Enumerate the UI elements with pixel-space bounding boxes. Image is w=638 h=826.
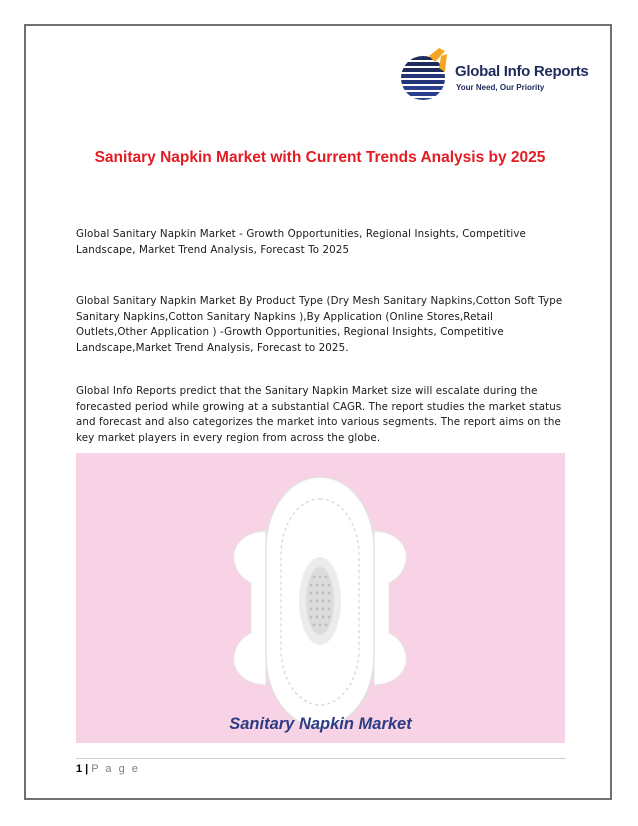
company-logo	[395, 42, 589, 108]
page-label: P a g e	[91, 763, 140, 775]
footer-separator: |	[85, 763, 89, 775]
hero-image	[76, 453, 565, 743]
image-caption: Sanitary Napkin Market	[229, 715, 412, 733]
globe-logo-icon	[395, 42, 455, 108]
page-footer	[76, 763, 140, 775]
logo-tagline: Your Need, Our Priority	[456, 83, 545, 92]
paragraph-segmentation: Global Sanitary Napkin Market By Product Type (Dry Mesh Sanitary Napkins,Cotton Soft Type Sanitary Napkins,Cotton Sanitary Napkins ),By Application (Online Stores,Retail Outlets,Other Application ) -Growth Opportunities, Regional Insights, Competitive Landscape,Market Trend Analysis, Forecast to 2025.	[76, 295, 563, 354]
sanitary-pad-illustration	[76, 453, 565, 743]
paragraph-overview: Global Info Reports predict that the Sanitary Napkin Market size will escalate during the forecasted period while growing at a substantial CAGR. The report studies the market status and forecast and also categorizes the market into various segments. The report aims on the key market players in every region from across the globe.	[76, 385, 562, 444]
logo-brand-name: Global Info Reports	[455, 63, 589, 80]
footer-divider	[76, 758, 566, 759]
paragraph-summary: Global Sanitary Napkin Market - Growth Opportunities, Regional Insights, Competitive Landscape, Market Trend Analysis, Forecast To 2025	[76, 228, 526, 256]
document-title: Sanitary Napkin Market with Current Trends Analysis by 2025	[94, 149, 546, 166]
page-number: 1	[76, 763, 83, 775]
